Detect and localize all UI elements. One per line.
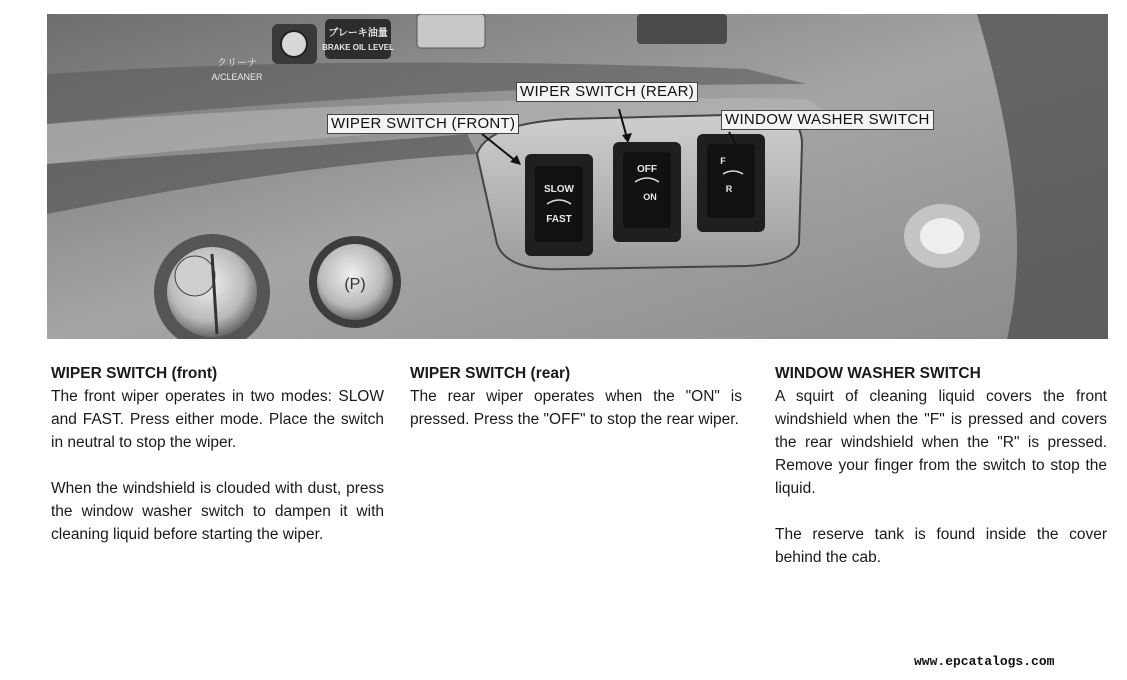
washer-text: A squirt of cleaning liquid covers the front windshield when the "F" is pressed and covers the rear windshield when the "R" is pressed. Remove your finger from the switch to stop the liquid. xyxy=(775,388,1107,497)
off-label: OFF xyxy=(637,164,657,175)
brake-jp-label: ブレーキ油量 xyxy=(328,28,388,39)
p-label: (P) xyxy=(344,276,366,293)
dashboard-photo xyxy=(47,14,1108,339)
rear-wiper-text: The rear wiper operates when the "ON" is pressed. Press the "OFF" to stop the rear wiper. xyxy=(410,388,742,428)
on-label: ON xyxy=(643,192,657,202)
cleaner-en-label: A/CLEANER xyxy=(211,72,263,82)
front-wiper-text: The front wiper operates in two modes: SLOW and FAST. Press either mode. Place the switch in neutral to stop the wiper. xyxy=(51,388,384,451)
column-washer xyxy=(775,362,1107,569)
callout-washer: WINDOW WASHER SWITCH xyxy=(721,110,934,130)
footer-url: www.epcatalogs.com xyxy=(914,654,1055,669)
washer-switch-image xyxy=(697,134,765,232)
brake-en-label: BRAKE OIL LEVEL xyxy=(322,43,394,52)
heading-rear-wiper: WIPER SWITCH (rear) xyxy=(410,365,571,382)
f-label: F xyxy=(720,156,726,166)
heading-front-wiper: WIPER SWITCH (front) xyxy=(51,365,218,382)
front-wiper-switch-image xyxy=(525,154,593,256)
slow-label: SLOW xyxy=(544,184,574,195)
column-front-wiper xyxy=(51,362,384,546)
heading-washer: WINDOW WASHER SWITCH xyxy=(775,365,981,382)
callout-rear-wiper: WIPER SWITCH (REAR) xyxy=(516,82,698,102)
dust-text: When the windshield is clouded with dust, press the window washer switch to dampen it with cleaning liquid before starting the wiper. xyxy=(51,480,384,543)
r-label: R xyxy=(725,184,733,194)
column-rear-wiper xyxy=(410,362,742,431)
rear-wiper-switch-image xyxy=(613,142,681,242)
callout-front-wiper: WIPER SWITCH (FRONT) xyxy=(327,114,519,134)
reserve-tank-text: The reserve tank is found inside the cover behind the cab. xyxy=(775,526,1107,566)
lighter-image xyxy=(309,236,401,328)
cleaner-jp-label: クリーナ xyxy=(217,58,257,69)
fast-label: FAST xyxy=(546,214,572,225)
